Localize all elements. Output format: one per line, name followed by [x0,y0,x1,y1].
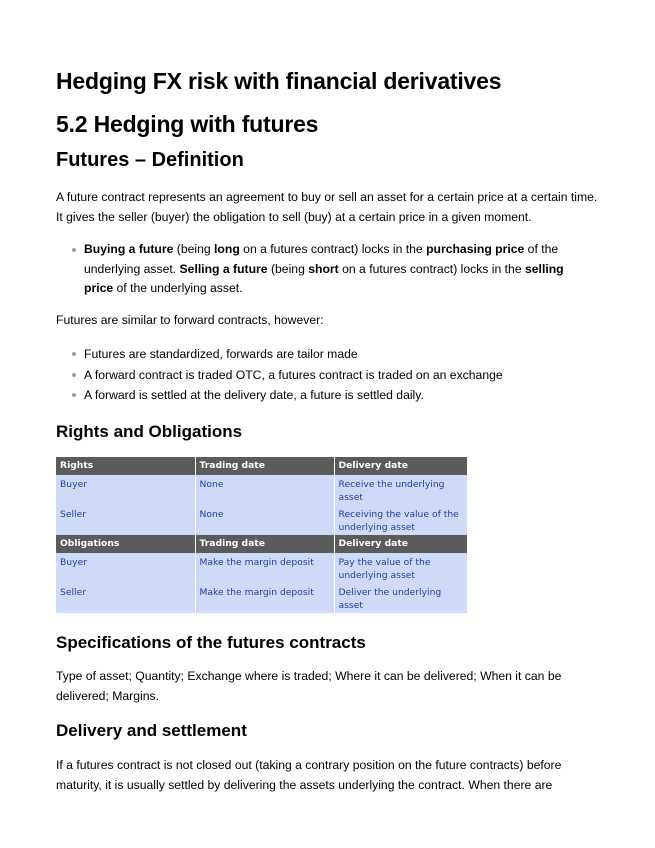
table-header-row [56,457,467,475]
delivery-paragraph: If a futures contract is not closed out (taking a contrary position on the future contracts) before maturity, it is usually settled by delivering the assets underlying the contract. When there are [56,758,562,792]
bullet-dot-icon [72,393,76,397]
list-item-text: A forward is settled at the delivery date, a future is settled daily. [84,388,424,402]
table-cell: Receiving the value of the underlying asset [334,505,467,535]
table-cell: Make the margin deposit [195,583,334,613]
table-cell: Buyer [56,475,195,505]
column-header: Obligations [56,535,195,553]
similar-intro: Futures are similar to forward contracts, however: [56,313,324,327]
bold-term: Selling a future [179,261,268,276]
table-cell: Seller [56,583,195,613]
table-row [56,475,467,505]
bullet-dot-icon [72,373,76,377]
specs-paragraph: Type of asset; Quantity; Exchange where is traded; Where it can be delivered; When it can be delivered; Margins. [56,669,562,703]
table-cell: Receive the underlying asset [334,475,467,505]
list-item-text: Futures are standardized, forwards are tailor made [84,347,358,361]
specs-heading: Specifications of the futures contracts [56,633,366,652]
column-header: Delivery date [334,535,467,553]
bullet-text: of the underlying asset. [84,242,559,276]
bold-term: Buying a future [84,242,174,256]
delivery-heading: Delivery and settlement [56,721,247,740]
table-row [56,505,467,535]
bold-term: short [308,261,339,276]
column-header: Trading date [195,535,334,553]
bullet-text: (being [173,242,215,256]
bold-term: long [214,242,240,256]
table-cell: Seller [56,505,195,535]
bullet-text: on a futures contract) locks in the [338,261,525,276]
differences-list [68,344,588,406]
bullet-dot-icon [72,248,76,252]
column-header: Delivery date [334,457,467,475]
bullet-text: (being [267,261,309,276]
list-item [68,385,588,406]
table-row [56,583,467,613]
table-cell: Make the margin deposit [195,553,334,583]
bold-term: purchasing price [426,242,525,256]
table-row [56,553,467,583]
column-header: Rights [56,457,195,475]
bullet-dot-icon [72,352,76,356]
rights-heading: Rights and Obligations [56,422,243,441]
bold-term: selling price [84,261,564,295]
table-cell: None [195,505,334,535]
table-header-row [56,535,467,553]
definition-heading: Futures – Definition [56,149,244,171]
table-cell: Deliver the underlying asset [334,583,467,613]
table-cell: Buyer [56,553,195,583]
list-item [68,344,588,365]
document-title: Hedging FX risk with financial derivatives [56,68,502,94]
section-title: 5.2 Hedging with futures [56,111,319,137]
list-item [68,365,588,386]
column-header: Trading date [195,457,334,475]
list-item-text: A forward contract is traded OTC, a futures contract is traded on an exchange [84,367,503,382]
buy-sell-bullet-list [68,240,588,299]
table-cell: None [195,475,334,505]
rights-obligations-table [56,457,467,613]
bullet-text: on a futures contract) locks in the [239,242,427,256]
table-cell: Pay the value of the underlying asset [334,553,467,583]
buy-sell-bullet [68,240,588,299]
bullet-text: of the underlying asset. [113,281,243,295]
definition-paragraph: A future contract represents an agreement to buy or sell an asset for a certain price at a certain time. It gives the seller (buyer) the obligation to sell (buy) at a certain price in a given moment. [56,190,598,224]
